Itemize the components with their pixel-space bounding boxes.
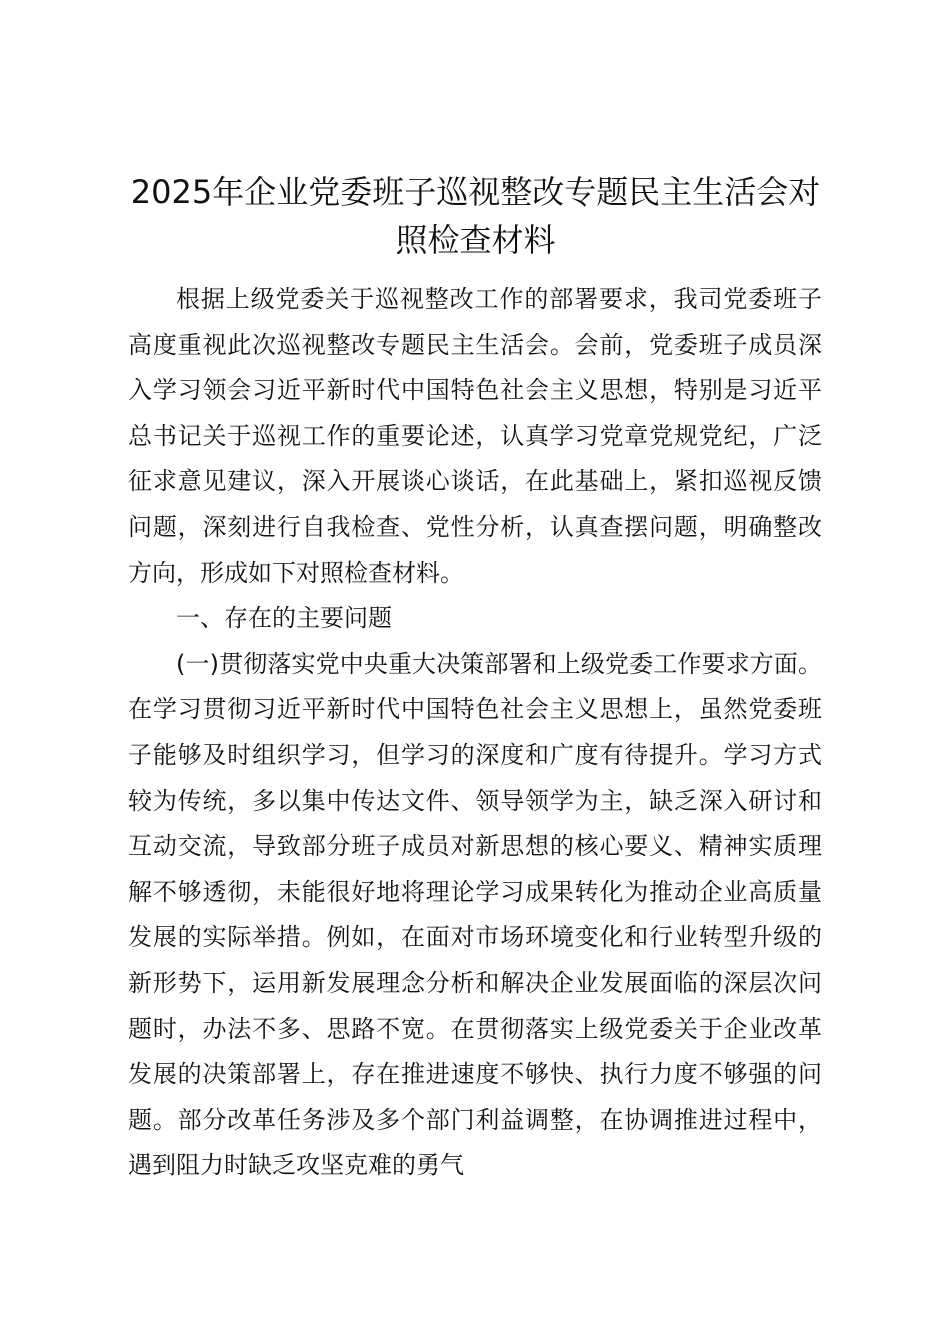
document-title: 2025年企业党委班子巡视整改专题民主生活会对照检查材料 xyxy=(130,173,821,259)
document-body xyxy=(128,277,822,1189)
intro-paragraph: 根据上级党委关于巡视整改工作的部署要求，我司党委班子高度重视此次巡视整改专题民主生活会。会前，党委班子成员深入学习领会习近平新时代中国特色社会主义思想，特别是习近平总书记关于巡视工作的重要论述，认真学习党章党规党纪，广泛征求意见建议，深入开展谈心谈话，在此基础上，紧扣巡视反馈问题，深刻进行自我检查、党性分析，认真查摆问题，明确整改方向，形成如下对照检查材料。 xyxy=(128,285,822,587)
subsection-paragraph: (一)贯彻落实党中央重大决策部署和上级党委工作要求方面。在学习贯彻习近平新时代中国特色社会主义思想上，虽然党委班子能够及时组织学习，但学习的深度和广度有待提升。学习方式较为传统，多以集中传达文件、领导领学为主，缺乏深入研讨和互动交流，导致部分班子成员对新思想的核心要义、精神实质理解不够透彻，未能很好地将理论学习成果转化为推动企业高质量发展的实际举措。例如，在面对市场环境变化和行业转型升级的新形势下，运用新发展理念分析和解决企业发展面临的深层次问题时，办法不多、思路不宽。在贯彻落实上级党委关于企业改革发展的决策部署上，存在推进速度不够快、执行力度不够强的问题。部分改革任务涉及多个部门利益调整，在协调推进过程中，遇到阻力时缺乏攻坚克难的勇气 xyxy=(128,649,822,1180)
section-heading: 一、存在的主要问题 xyxy=(176,604,392,633)
